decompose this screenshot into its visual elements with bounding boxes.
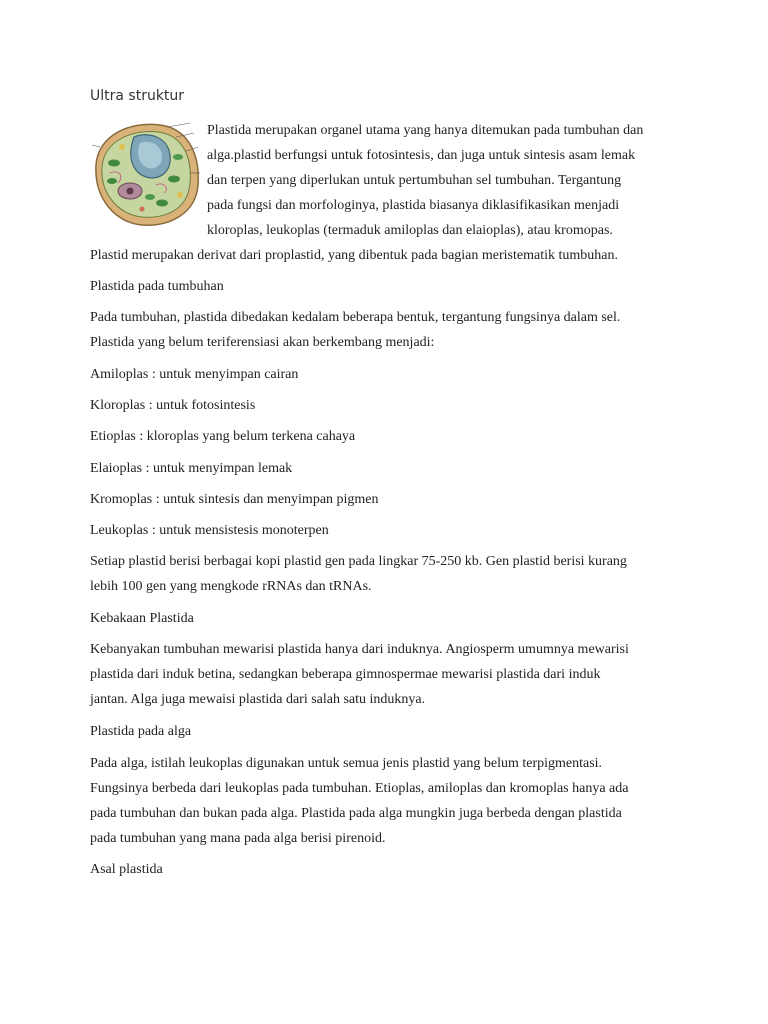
plastid-type-text: Etioplas : kloroplas yang belum terkena cahaya	[90, 429, 356, 444]
text-line: Fungsinya berbeda dari leukoplas pada tumbuhan. Etioplas, amiloplas dan kromoplas hanya ada	[90, 781, 629, 796]
paragraph	[90, 637, 690, 712]
text-line: Setiap plastid berisi berbagai kopi plastid gen pada lingkar 75-250 kb. Gen plastid berisi kurang	[90, 554, 627, 569]
plastid-type-item	[90, 518, 690, 543]
paragraph	[90, 305, 690, 355]
text-line: Plastida merupakan organel utama yang hanya ditemukan pada tumbuhan dan	[207, 123, 644, 138]
plant-cell-illustration	[90, 117, 202, 229]
intro-paragraph-tail	[90, 243, 690, 268]
text-line: pada fungsi dan morfologinya, plastida biasanya diklasifikasikan menjadi	[207, 198, 620, 213]
text-line: Plastid merupakan derivat dari proplastid, yang dibentuk pada bagian meristematik tumbuhan.	[90, 248, 618, 263]
plastid-type-item	[90, 424, 690, 449]
text-line: Plastida yang belum teriferensiasi akan berkembang menjadi:	[90, 335, 435, 350]
plastid-type-text: Elaioplas : untuk menyimpan lemak	[90, 461, 293, 476]
section-heading	[90, 719, 690, 744]
plastid-type-text: Kromoplas : untuk sintesis dan menyimpan pigmen	[90, 492, 379, 507]
plastid-type-text: Amiloplas : untuk menyimpan cairan	[90, 367, 299, 382]
paragraph	[90, 549, 690, 599]
intro-paragraph	[207, 118, 687, 243]
document-heading: Ultra struktur	[90, 88, 185, 104]
text-line: pada tumbuhan yang mana pada alga berisi pirenoid.	[90, 831, 386, 846]
section-heading	[90, 606, 690, 631]
text-line: jantan. Alga juga mewaisi plastida dari salah satu induknya.	[90, 692, 426, 707]
plastid-type-item	[90, 487, 690, 512]
section-heading-text: Plastida pada tumbuhan	[90, 279, 224, 294]
text-line: lebih 100 gen yang mengkode rRNAs dan tRNAs.	[90, 579, 372, 594]
text-line: kloroplas, leukoplas (termaduk amiloplas dan elaioplas), atau kromopas.	[207, 223, 613, 238]
text-line: plastida dari induk betina, sedangkan beberapa gimnospermae mewarisi plastida dari induk	[90, 667, 601, 682]
section-heading	[90, 274, 690, 299]
section-heading-text: Kebakaan Plastida	[90, 611, 194, 626]
text-line: dan terpen yang diperlukan untuk pertumbuhan sel tumbuhan. Tergantung	[207, 173, 622, 188]
plastid-type-text: Kloroplas : untuk fotosintesis	[90, 398, 256, 413]
text-line: pada tumbuhan dan bukan pada alga. Plastida pada alga mungkin juga berbeda dengan plastida	[90, 806, 622, 821]
plastid-type-item	[90, 393, 690, 418]
section-heading-text: Asal plastida	[90, 862, 163, 877]
plastid-type-text: Leukoplas : untuk mensistesis monoterpen	[90, 523, 329, 538]
text-line: Pada tumbuhan, plastida dibedakan kedalam beberapa bentuk, tergantung fungsinya dalam sel.	[90, 310, 621, 325]
paragraph	[90, 751, 690, 851]
section-heading	[90, 857, 690, 882]
plastid-type-item	[90, 456, 690, 481]
plastid-type-item	[90, 362, 690, 387]
text-line: Kebanyakan tumbuhan mewarisi plastida hanya dari induknya. Angiosperm umumnya mewarisi	[90, 642, 629, 657]
text-line: Pada alga, istilah leukoplas digunakan untuk semua jenis plastid yang belum terpigmentasi.	[90, 756, 603, 771]
section-heading-text: Plastida pada alga	[90, 724, 192, 739]
text-line: alga.plastid berfungsi untuk fotosintesis, dan juga untuk sintesis asam lemak	[207, 148, 636, 163]
